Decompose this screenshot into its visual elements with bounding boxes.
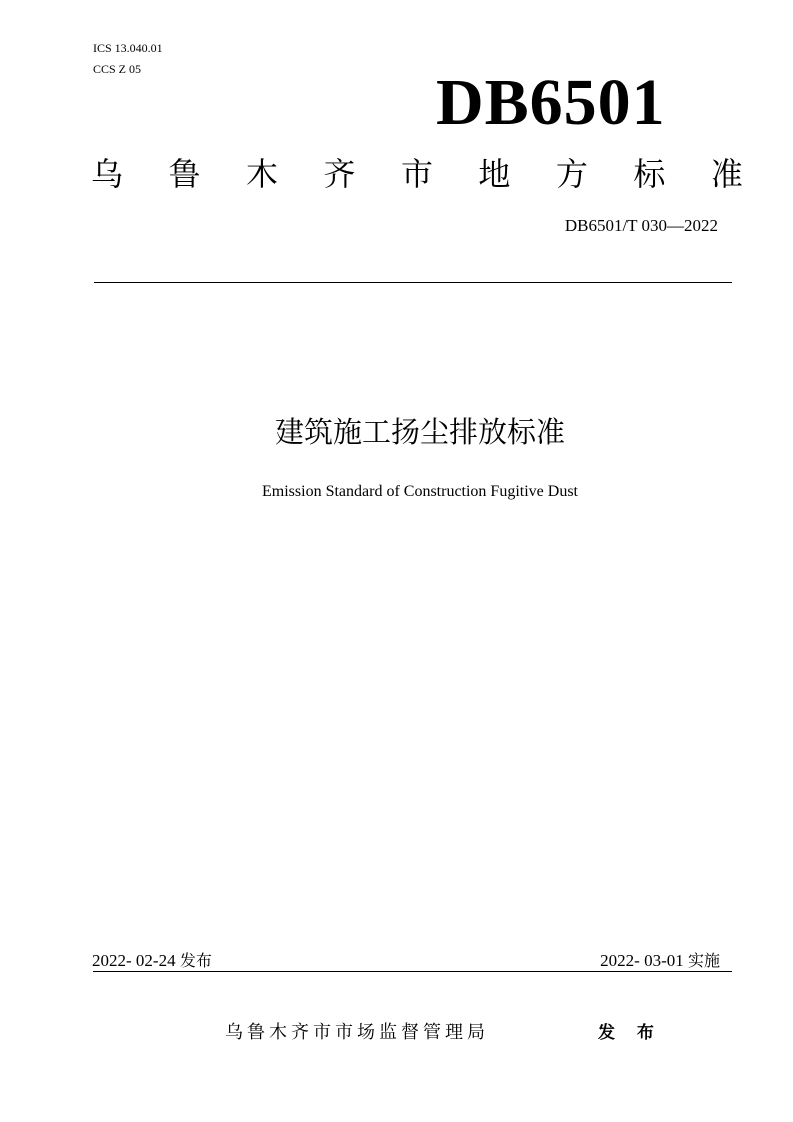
standard-number: DB6501/T 030—2022 — [564, 216, 718, 235]
issue-date-suffix: 发布 — [179, 951, 212, 970]
level-char: 方 — [555, 155, 588, 193]
document-title-english: Emission Standard of Construction Fugitive Dust — [262, 483, 578, 500]
ics-code: ICS 13.040.01 — [93, 41, 163, 55]
publish-label: 发 布 — [598, 1023, 662, 1043]
implementation-date — [600, 950, 720, 972]
level-char: 标 — [633, 155, 666, 193]
implementation-date-suffix: 实施 — [687, 951, 720, 970]
ccs-code: CCS Z 05 — [93, 62, 142, 76]
implementation-date-value: 2022- 03-01 — [600, 951, 684, 970]
document-title-chinese: 建筑施工扬尘排放标准 — [274, 415, 565, 449]
level-char: 木 — [245, 155, 278, 193]
standard-code-logo: DB6501 — [436, 66, 666, 139]
level-char: 地 — [478, 155, 511, 193]
level-char: 准 — [710, 155, 743, 193]
top-divider — [94, 282, 732, 283]
bottom-divider — [93, 971, 732, 972]
standard-level-title — [91, 152, 743, 196]
issue-date-value: 2022- 02-24 — [92, 951, 176, 970]
issuing-authority: 乌鲁木齐市市场监督管理局 — [225, 1022, 489, 1043]
level-char: 鲁 — [168, 155, 201, 193]
level-char: 齐 — [323, 155, 356, 193]
level-char: 市 — [400, 155, 433, 193]
issue-date — [92, 950, 212, 972]
level-char: 乌 — [91, 155, 124, 193]
